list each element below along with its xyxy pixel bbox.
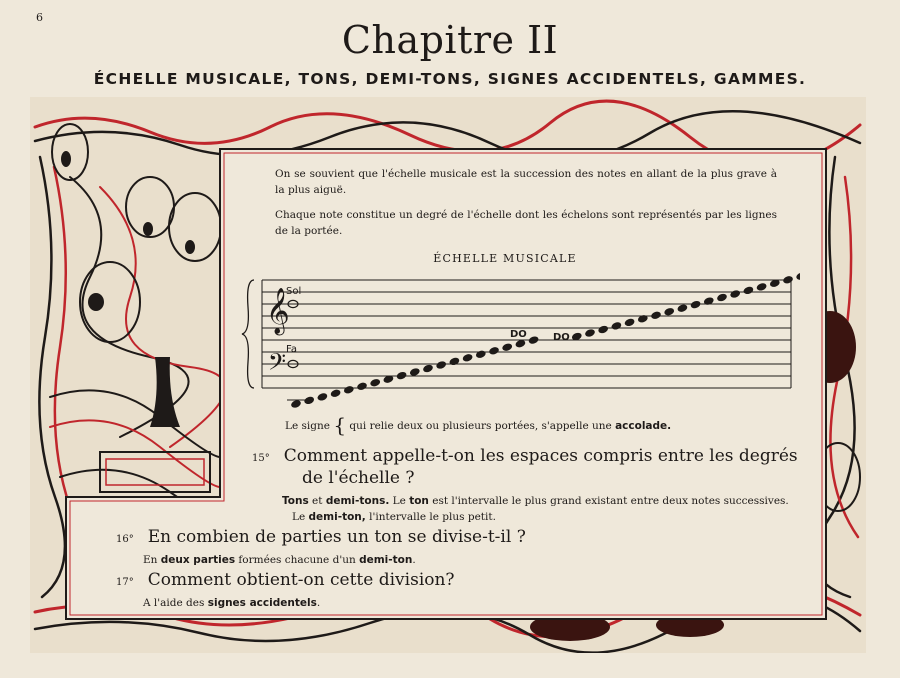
scale-note: [597, 325, 609, 335]
chapter-subtitle: ÉCHELLE MUSICALE, TONS, DEMI-TONS, SIGNES ACCIDENTELS, GAMMES.: [93, 70, 807, 88]
question-text: Comment appelle-t-on les espaces compris entre les degrés: [283, 446, 798, 466]
scale-note: [330, 388, 342, 398]
bass-clef-icon: 𝄢: [268, 348, 287, 381]
scale-note: [611, 321, 623, 331]
scale-note: [501, 342, 513, 352]
scale-note: [584, 328, 596, 338]
scale-note: [624, 317, 636, 327]
scale-note: [290, 399, 302, 409]
question-text: En combien de parties un ton se divise-t-il ?: [147, 527, 526, 547]
scale-note: [396, 371, 408, 381]
chapter-title: Chapitre II: [341, 18, 559, 62]
scale-note: [716, 293, 728, 303]
scale-note: [650, 310, 662, 320]
accolade-text-after: qui relie deux ou plusieurs portées, s'appelle une: [349, 420, 612, 432]
page-number: 6: [36, 11, 43, 24]
scale-note: [677, 303, 689, 313]
scale-note: [462, 353, 474, 363]
scale-note: [795, 271, 800, 281]
answer-15-line-2: Le demi-ton, l'intervalle le plus petit.: [292, 511, 496, 523]
scale-note: [488, 346, 500, 356]
answer-15: Tons et demi-tons. Le ton est l'intervalle le plus grand existant entre deux notes successives.: [282, 495, 789, 507]
scale-note: [637, 314, 649, 324]
accolade-sentence: [285, 413, 805, 437]
scale-note: [356, 381, 368, 391]
question-number: 17°: [116, 577, 134, 588]
do-label-high: DO: [553, 332, 570, 343]
accolade-brace-glyph: {: [333, 413, 347, 437]
scale-note: [435, 360, 447, 370]
scale-note: [449, 356, 461, 366]
accolade-text-before: Le signe: [285, 420, 330, 432]
scale-note: [528, 335, 540, 345]
musical-scale-diagram: [240, 262, 800, 417]
scale-note: [409, 367, 421, 377]
question-number: 15°: [252, 453, 270, 464]
scale-note: [369, 378, 381, 388]
intro-paragraph-2: Chaque note constitue un degré de l'échelle dont les échelons sont représentés par les lignes de la portée.: [275, 209, 777, 237]
scale-note: [303, 395, 315, 405]
do-label-low: DO: [510, 329, 527, 340]
scale-note: [729, 289, 741, 299]
answer-17: A l'aide des signes accidentels.: [143, 597, 321, 609]
scale-note: [475, 349, 487, 359]
answer-16: En deux parties formées chacune d'un demi-ton.: [143, 554, 416, 566]
intro-paragraph-1: On se souvient que l'échelle musicale est la succession des notes en allant de la plus grave à la plus aiguë.: [275, 168, 777, 196]
accolade-brace: [242, 280, 254, 388]
scale-note: [703, 296, 715, 306]
question-15-line-2: de l'échelle ?: [302, 468, 415, 488]
accolade-term: accolade.: [615, 420, 672, 432]
treble-clef-label: Sol: [286, 286, 302, 297]
diagram-title: ÉCHELLE MUSICALE: [433, 252, 577, 265]
scale-note: [690, 300, 702, 310]
scale-note: [317, 392, 329, 402]
question-number: 16°: [116, 534, 134, 545]
scale-note: [756, 282, 768, 292]
question-15: [252, 446, 798, 466]
scale-note: [422, 364, 434, 374]
question-16: [116, 527, 526, 547]
question-17: [116, 570, 455, 590]
scale-note: [663, 307, 675, 317]
scale-note: [343, 385, 355, 395]
question-text: Comment obtient-on cette division?: [147, 570, 455, 590]
treble-clef-icon: 𝄞: [266, 288, 290, 334]
scale-note: [743, 285, 755, 295]
bass-clef-label: Fa: [286, 344, 297, 355]
scale-note: [782, 275, 794, 285]
